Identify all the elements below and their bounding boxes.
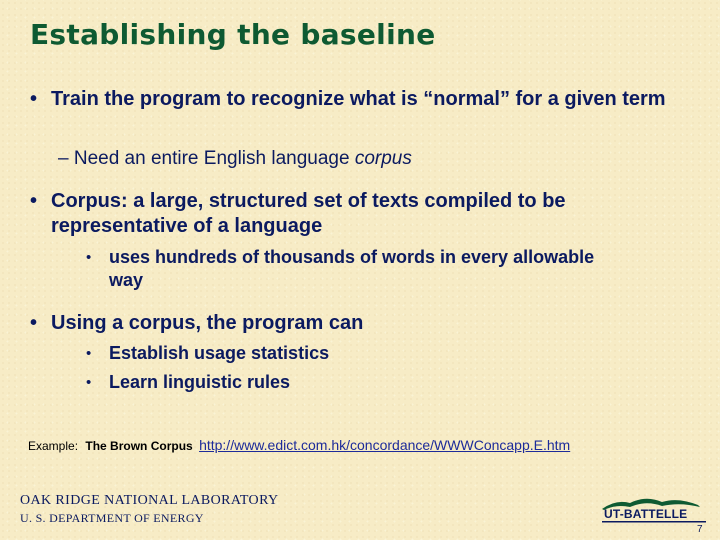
bullet-dot: • <box>86 249 92 266</box>
footer-org <box>20 492 279 526</box>
bullet-dot: • <box>30 312 38 334</box>
sub-sub-bullet-item <box>86 246 629 292</box>
dept-name: U. S. DEPARTMENT OF ENERGY <box>20 511 204 525</box>
sub-sub-bullet-item <box>86 371 629 394</box>
bullet-item <box>30 189 691 239</box>
bullet-item <box>30 87 691 112</box>
sub-sub-bullet-text: uses hundreds of thousands of words in every allowable way <box>109 247 595 290</box>
bullet-dot: • <box>86 374 92 391</box>
bullet-item <box>30 311 691 336</box>
slide-title: Establishing the baseline <box>30 18 436 51</box>
bullet-dot: • <box>30 190 38 212</box>
lab-name: OAK RIDGE NATIONAL LABORATORY <box>20 493 279 508</box>
ut-battelle-logo <box>600 493 708 523</box>
bullet-text: Train the program to recognize what is “normal” for a given term <box>51 88 666 110</box>
logo-wordmark: UT-BATTELLE <box>604 507 688 521</box>
dash-glyph: – <box>58 148 69 169</box>
bullet-dot: • <box>30 88 38 110</box>
example-line <box>28 437 570 453</box>
bullet-dot: • <box>86 345 92 362</box>
sub-bullet-text: Need an entire English language <box>73 148 355 169</box>
sub-sub-bullet-item <box>86 342 629 365</box>
corpus-italic: corpus <box>354 148 412 169</box>
page-number: 7 <box>697 524 703 535</box>
brown-corpus-link[interactable]: http://www.edict.com.hk/concordance/WWWConcapp.E.htm <box>199 437 571 453</box>
corpus-name: The Brown Corpus <box>85 439 193 453</box>
sub-sub-bullet-text: Learn linguistic rules <box>109 372 291 392</box>
example-label: Example: <box>28 439 79 453</box>
sub-bullet-item <box>58 147 412 171</box>
bullet-text: Corpus: a large, structured set of texts compiled to be representative of a language <box>51 190 566 237</box>
sub-sub-bullet-text: Establish usage statistics <box>109 343 330 363</box>
bullet-text: Using a corpus, the program can <box>51 312 364 334</box>
